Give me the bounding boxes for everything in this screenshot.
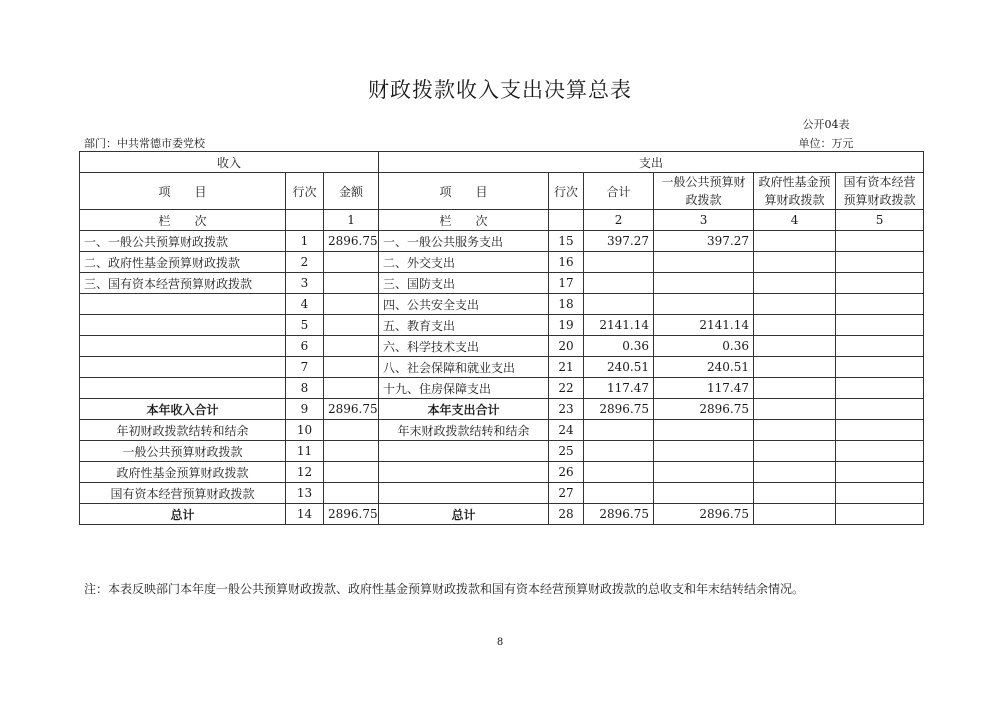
cell-in-item	[80, 336, 286, 357]
cell-fund	[754, 483, 836, 504]
cell-in-amt	[324, 483, 379, 504]
column-index-label: 栏 次	[80, 210, 286, 231]
page-number: 8	[496, 637, 504, 648]
cell-general: 2896.75	[654, 399, 754, 420]
table-row	[80, 252, 924, 273]
cell-capital	[836, 504, 924, 525]
cell-in-amt	[324, 336, 379, 357]
state-capital-header: 国有资本经营预算财政拨款	[836, 173, 924, 210]
cell-ex-item: 本年支出合计	[379, 399, 549, 420]
unit-label: 单位：万元	[798, 137, 854, 150]
cell-in-amt	[324, 378, 379, 399]
cell-ex-item: 六、科学技术支出	[379, 336, 549, 357]
table-row	[80, 294, 924, 315]
cell-ex-item	[379, 483, 549, 504]
cell-in-no: 14	[286, 504, 324, 525]
cell-in-no: 5	[286, 315, 324, 336]
column-index-3: 3	[654, 210, 754, 231]
cell-general: 240.51	[654, 357, 754, 378]
cell-capital	[836, 399, 924, 420]
cell-ex-item: 年末财政拨款结转和结余	[379, 420, 549, 441]
cell-capital	[836, 252, 924, 273]
cell-general: 397.27	[654, 231, 754, 252]
cell-fund	[754, 294, 836, 315]
cell-fund	[754, 378, 836, 399]
cell-capital	[836, 462, 924, 483]
cell-total	[584, 273, 654, 294]
cell-ex-no: 25	[549, 441, 584, 462]
gov-fund-header: 政府性基金预算财政拨款	[754, 173, 836, 210]
cell-fund	[754, 315, 836, 336]
column-index-blank	[286, 210, 324, 231]
cell-ex-no: 19	[549, 315, 584, 336]
cell-general	[654, 252, 754, 273]
cell-total: 397.27	[584, 231, 654, 252]
cell-fund	[754, 504, 836, 525]
cell-in-amt: 2896.75	[324, 399, 379, 420]
cell-ex-item	[379, 441, 549, 462]
cell-total: 2141.14	[584, 315, 654, 336]
cell-ex-item: 四、公共安全支出	[379, 294, 549, 315]
cell-in-no: 10	[286, 420, 324, 441]
cell-general	[654, 294, 754, 315]
table-row	[80, 378, 924, 399]
column-index-4: 4	[754, 210, 836, 231]
column-index-2: 2	[584, 210, 654, 231]
table-row	[80, 315, 924, 336]
cell-capital	[836, 483, 924, 504]
cell-fund	[754, 252, 836, 273]
cell-ex-no: 21	[549, 357, 584, 378]
finance-summary-table	[79, 151, 924, 525]
cell-in-item: 年初财政拨款结转和结余	[80, 420, 286, 441]
cell-in-no: 11	[286, 441, 324, 462]
cell-in-no: 3	[286, 273, 324, 294]
cell-capital	[836, 378, 924, 399]
cell-capital	[836, 357, 924, 378]
cell-ex-no: 17	[549, 273, 584, 294]
general-budget-header: 一般公共预算财政拨款	[654, 173, 754, 210]
cell-in-amt	[324, 294, 379, 315]
cell-in-no: 8	[286, 378, 324, 399]
cell-general	[654, 273, 754, 294]
document-title: 财政拨款收入支出决算总表	[368, 78, 632, 102]
table-row	[80, 483, 924, 504]
cell-capital	[836, 336, 924, 357]
cell-in-no: 4	[286, 294, 324, 315]
cell-fund	[754, 273, 836, 294]
cell-ex-no: 24	[549, 420, 584, 441]
expense-header: 支出	[379, 152, 924, 173]
form-code: 公开04表	[802, 118, 850, 131]
cell-ex-item: 三、国防支出	[379, 273, 549, 294]
cell-in-amt	[324, 441, 379, 462]
cell-in-item: 本年收入合计	[80, 399, 286, 420]
income-item-header: 项 目	[80, 173, 286, 210]
cell-fund	[754, 399, 836, 420]
cell-fund	[754, 336, 836, 357]
cell-ex-no: 20	[549, 336, 584, 357]
expense-row-no-header: 行次	[549, 173, 584, 210]
cell-in-item: 一般公共预算财政拨款	[80, 441, 286, 462]
cell-in-item: 三、国有资本经营预算财政拨款	[80, 273, 286, 294]
cell-in-item	[80, 378, 286, 399]
cell-ex-no: 15	[549, 231, 584, 252]
cell-capital	[836, 315, 924, 336]
column-index-1: 1	[324, 210, 379, 231]
cell-in-no: 7	[286, 357, 324, 378]
cell-in-amt: 2896.75	[324, 504, 379, 525]
cell-in-item: 国有资本经营预算财政拨款	[80, 483, 286, 504]
cell-ex-no: 26	[549, 462, 584, 483]
cell-capital	[836, 294, 924, 315]
cell-in-item: 二、政府性基金预算财政拨款	[80, 252, 286, 273]
table-row	[80, 462, 924, 483]
cell-in-amt: 2896.75	[324, 231, 379, 252]
cell-general: 2141.14	[654, 315, 754, 336]
cell-total: 240.51	[584, 357, 654, 378]
cell-total: 2896.75	[584, 504, 654, 525]
cell-in-item: 一、一般公共预算财政拨款	[80, 231, 286, 252]
cell-ex-no: 28	[549, 504, 584, 525]
cell-in-no: 1	[286, 231, 324, 252]
cell-general	[654, 420, 754, 441]
cell-ex-no: 22	[549, 378, 584, 399]
cell-total	[584, 462, 654, 483]
expense-item-header: 项 目	[379, 173, 549, 210]
table-row	[80, 231, 924, 252]
expense-total-header: 合计	[584, 173, 654, 210]
cell-in-item	[80, 315, 286, 336]
cell-in-no: 12	[286, 462, 324, 483]
cell-total	[584, 294, 654, 315]
cell-total	[584, 483, 654, 504]
table-body	[80, 231, 924, 525]
cell-in-no: 6	[286, 336, 324, 357]
cell-ex-item: 五、教育支出	[379, 315, 549, 336]
cell-general: 0.36	[654, 336, 754, 357]
cell-in-item: 总计	[80, 504, 286, 525]
cell-ex-no: 16	[549, 252, 584, 273]
cell-total: 117.47	[584, 378, 654, 399]
cell-in-no: 9	[286, 399, 324, 420]
cell-total	[584, 420, 654, 441]
cell-in-amt	[324, 420, 379, 441]
cell-in-amt	[324, 315, 379, 336]
cell-ex-item: 二、外交支出	[379, 252, 549, 273]
cell-fund	[754, 420, 836, 441]
cell-in-item	[80, 294, 286, 315]
cell-general	[654, 483, 754, 504]
table-row	[80, 357, 924, 378]
cell-in-amt	[324, 252, 379, 273]
income-header: 收入	[80, 152, 379, 173]
cell-ex-item: 十九、住房保障支出	[379, 378, 549, 399]
cell-in-no: 13	[286, 483, 324, 504]
department-label: 部门：中共常德市委党校	[84, 137, 205, 150]
column-index-5: 5	[836, 210, 924, 231]
cell-fund	[754, 231, 836, 252]
cell-ex-item	[379, 462, 549, 483]
cell-general	[654, 441, 754, 462]
income-row-no-header: 行次	[286, 173, 324, 210]
cell-capital	[836, 420, 924, 441]
cell-ex-no: 18	[549, 294, 584, 315]
cell-total	[584, 441, 654, 462]
income-amount-header: 金额	[324, 173, 379, 210]
cell-in-item: 政府性基金预算财政拨款	[80, 462, 286, 483]
cell-capital	[836, 273, 924, 294]
table-row	[80, 336, 924, 357]
table-row	[80, 399, 924, 420]
column-index-exp-label: 栏 次	[379, 210, 549, 231]
table-row	[80, 504, 924, 525]
cell-in-amt	[324, 357, 379, 378]
cell-total: 2896.75	[584, 399, 654, 420]
cell-in-no: 2	[286, 252, 324, 273]
cell-fund	[754, 462, 836, 483]
cell-capital	[836, 231, 924, 252]
cell-capital	[836, 441, 924, 462]
cell-in-item	[80, 357, 286, 378]
table-row	[80, 420, 924, 441]
cell-ex-no: 23	[549, 399, 584, 420]
cell-general	[654, 462, 754, 483]
cell-general: 2896.75	[654, 504, 754, 525]
cell-ex-no: 27	[549, 483, 584, 504]
column-index-exp-blank	[549, 210, 584, 231]
cell-general: 117.47	[654, 378, 754, 399]
cell-fund	[754, 441, 836, 462]
cell-in-amt	[324, 273, 379, 294]
cell-ex-item: 八、社会保障和就业支出	[379, 357, 549, 378]
footnote: 注：本表反映部门本年度一般公共预算财政拨款、政府性基金预算财政拨款和国有资本经营预算财政拨款的总收支和年末结转结余情况。	[84, 582, 805, 596]
table-row	[80, 441, 924, 462]
cell-total: 0.36	[584, 336, 654, 357]
cell-total	[584, 252, 654, 273]
cell-ex-item: 一、一般公共服务支出	[379, 231, 549, 252]
cell-ex-item: 总计	[379, 504, 549, 525]
cell-in-amt	[324, 462, 379, 483]
table-row	[80, 273, 924, 294]
cell-fund	[754, 357, 836, 378]
